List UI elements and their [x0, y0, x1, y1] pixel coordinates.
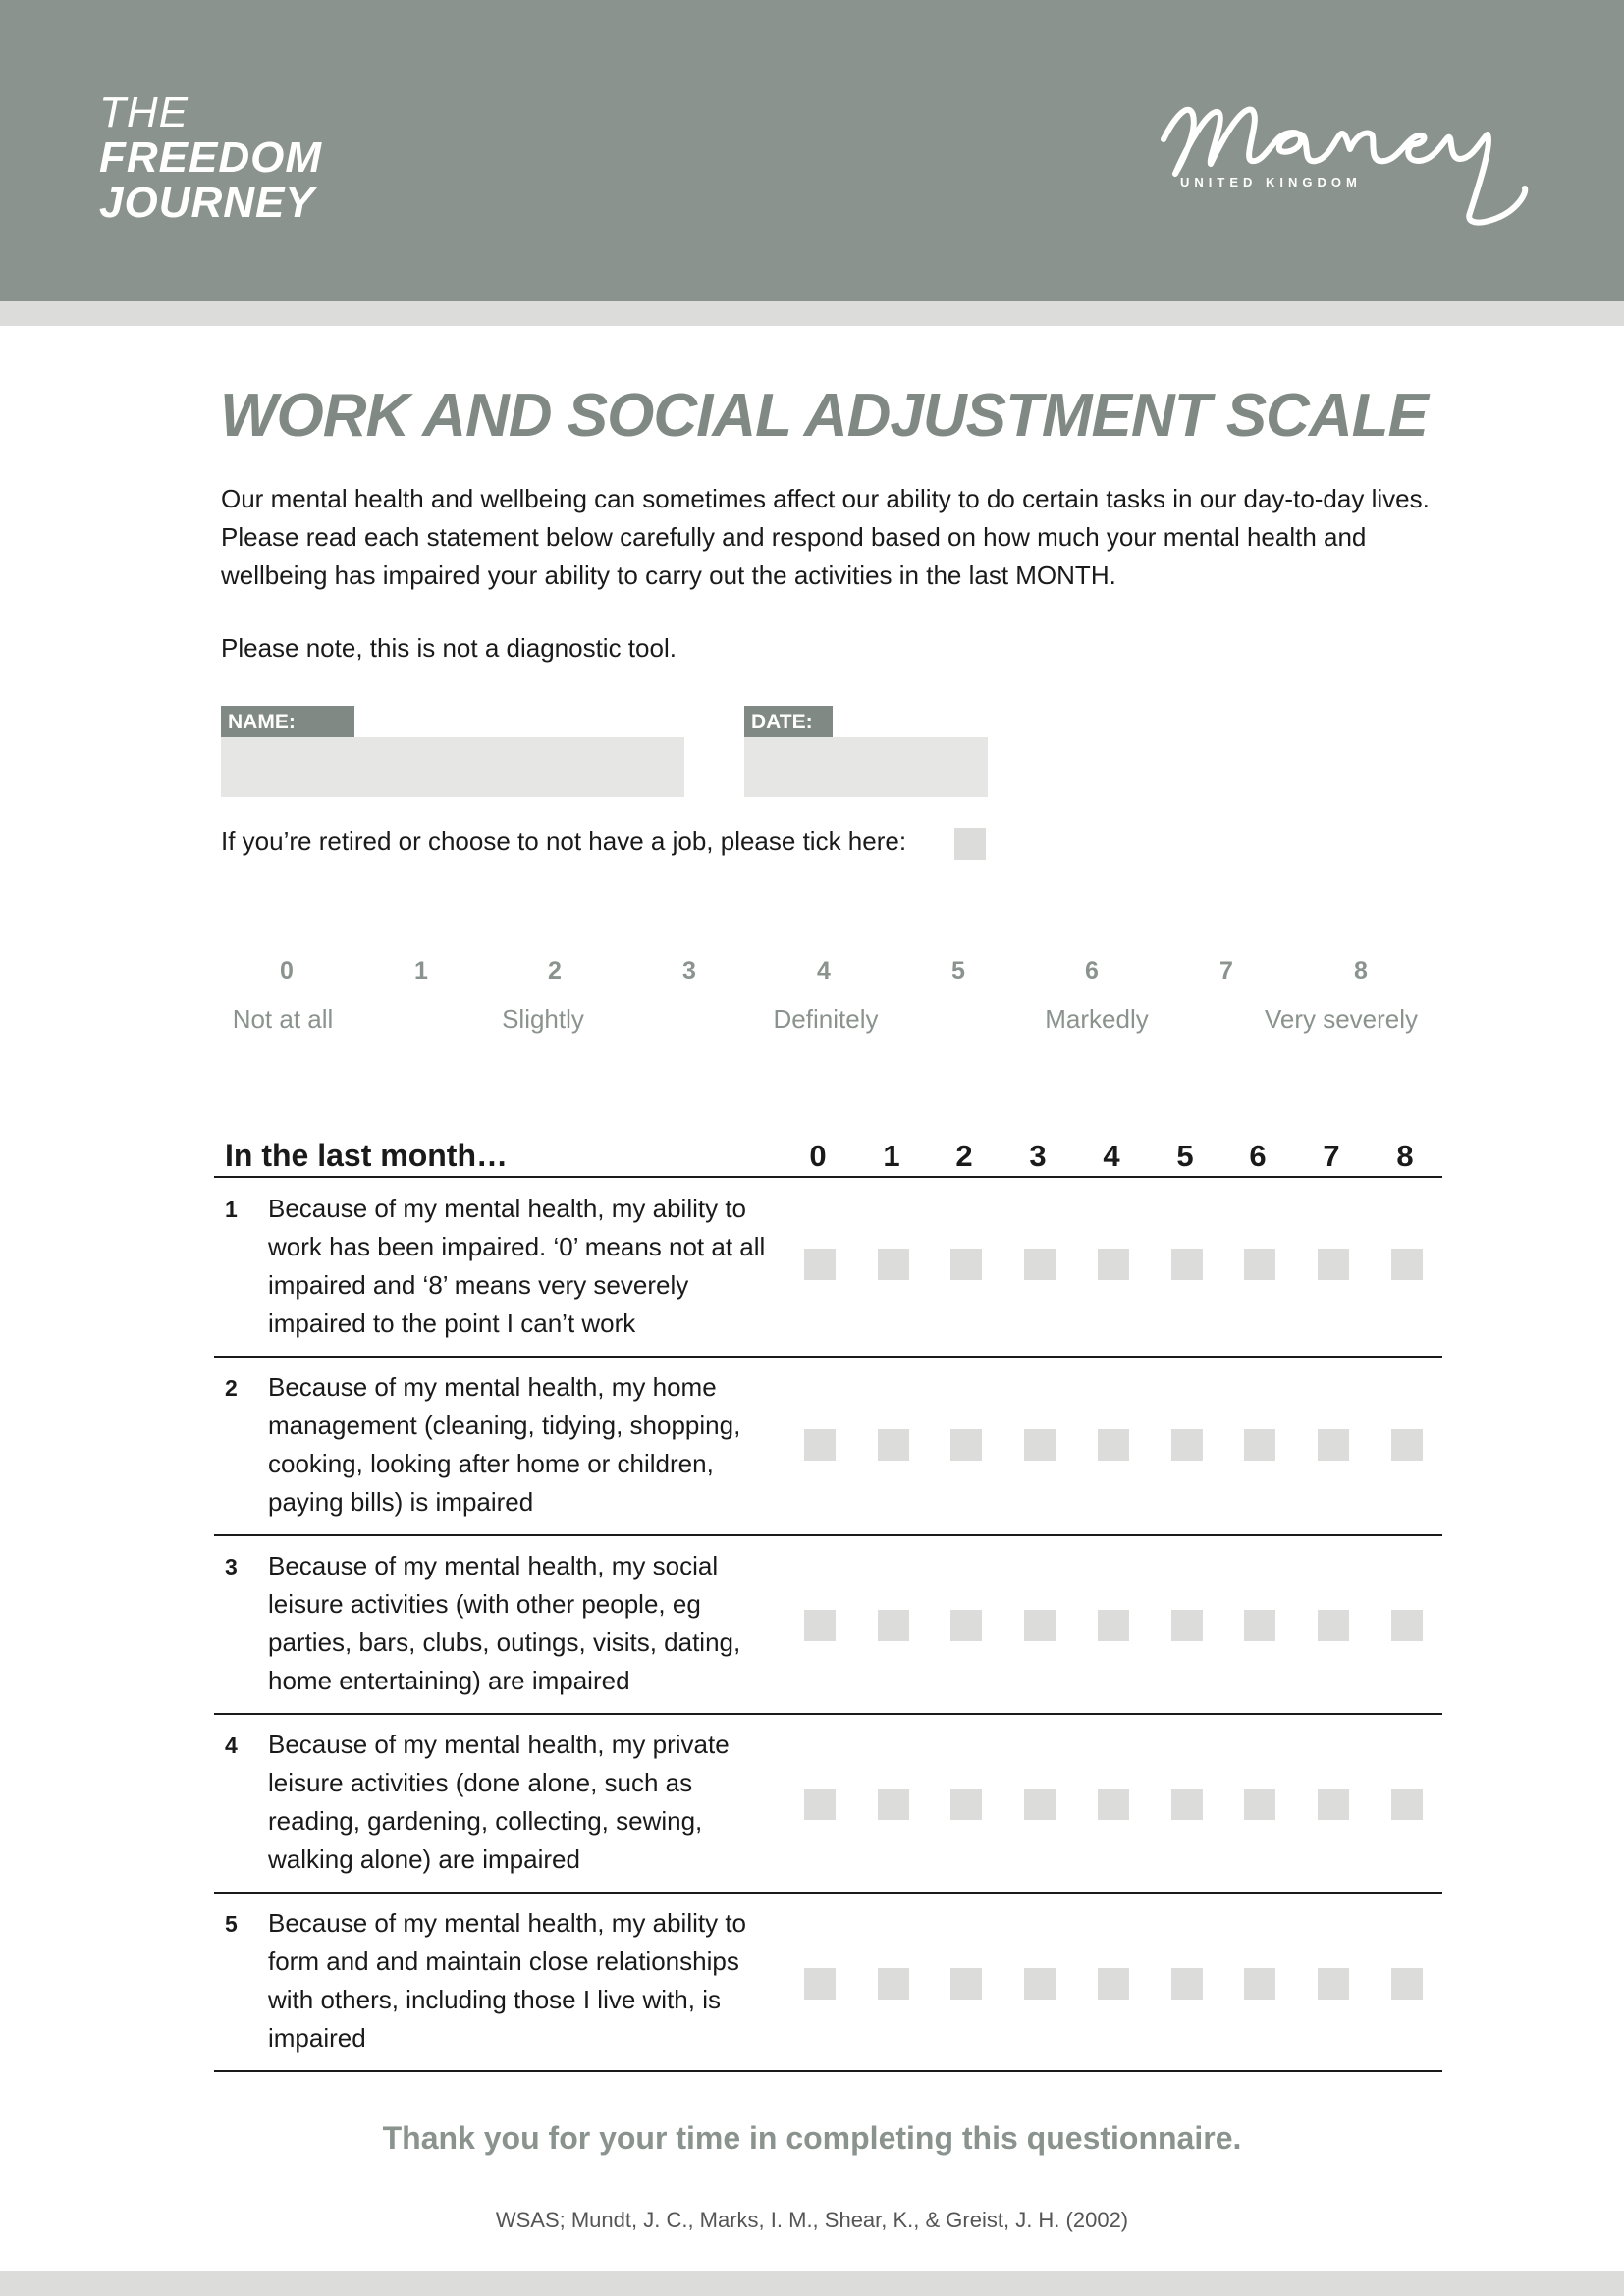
rating-checkbox[interactable] — [1098, 1249, 1129, 1280]
question-text: Because of my mental health, my private leisure activities (done alone, such as reading, gardening, collecting, sewing, walking alone) are impaired — [268, 1730, 730, 1874]
scale-number: 6 — [1085, 957, 1099, 985]
column-header: 6 — [1249, 1139, 1267, 1173]
scale-label: Definitely — [773, 1004, 879, 1034]
scale-number: 7 — [1219, 957, 1233, 985]
rating-checkbox[interactable] — [1318, 1610, 1349, 1641]
rating-checkbox[interactable] — [878, 1968, 909, 2000]
scale-label: Very severely — [1264, 1004, 1419, 1034]
logo-the: THE — [99, 88, 189, 136]
rating-checkbox[interactable] — [950, 1610, 982, 1641]
scale-number: 2 — [548, 957, 562, 985]
name-label: NAME: — [221, 706, 354, 737]
table-rule — [214, 1892, 1442, 1894]
rating-checkbox[interactable] — [1171, 1249, 1203, 1280]
rating-checkbox[interactable] — [1098, 1429, 1129, 1461]
rating-checkbox[interactable] — [1391, 1968, 1423, 2000]
rating-checkbox[interactable] — [1391, 1249, 1423, 1280]
rating-checkbox[interactable] — [1244, 1968, 1275, 2000]
rating-checkbox[interactable] — [804, 1968, 836, 2000]
rating-checkbox[interactable] — [950, 1249, 982, 1280]
diagnostic-note: Please note, this is not a diagnostic tool. — [221, 633, 677, 663]
question-number: 3 — [225, 1554, 238, 1579]
rating-checkbox[interactable] — [1244, 1249, 1275, 1280]
rating-checkbox[interactable] — [1391, 1429, 1423, 1461]
page-title: WORK AND SOCIAL ADJUSTMENT SCALE — [220, 382, 1428, 450]
citation: WSAS; Mundt, J. C., Marks, I. M., Shear, K., & Greist, J. H. (2002) — [495, 2208, 1129, 2232]
rating-checkbox[interactable] — [878, 1429, 909, 1461]
mercy-subtitle: UNITED KINGDOM — [1180, 175, 1362, 189]
rating-checkbox[interactable] — [1391, 1789, 1423, 1820]
retired-checkbox[interactable] — [954, 828, 986, 860]
rating-checkbox[interactable] — [1244, 1789, 1275, 1820]
scale-label: Not at all — [232, 1004, 334, 1034]
logo-freedom: FREEDOM — [99, 133, 322, 182]
rating-checkbox[interactable] — [1024, 1249, 1056, 1280]
rating-checkbox[interactable] — [1024, 1610, 1056, 1641]
question-text: Because of my mental health, my ability to work has been impaired. ‘0’ means not at all impaired and ‘8’ means very severely impaired to the point I can’t work — [268, 1194, 766, 1338]
question-text: Because of my mental health, my home management (cleaning, tidying, shopping, cooking, looking after home or children, paying bills) is impaired — [268, 1372, 741, 1517]
rating-checkbox[interactable] — [878, 1789, 909, 1820]
rating-checkbox[interactable] — [804, 1789, 836, 1820]
rating-checkbox[interactable] — [1171, 1789, 1203, 1820]
question-number: 4 — [225, 1733, 238, 1758]
column-header: 5 — [1176, 1139, 1194, 1173]
table-rule — [214, 1356, 1442, 1358]
column-header: 3 — [1029, 1139, 1047, 1173]
header-stripe — [0, 301, 1624, 326]
rating-checkbox[interactable] — [1024, 1968, 1056, 2000]
table-heading: In the last month… — [225, 1138, 508, 1173]
footer-stripe — [0, 2271, 1624, 2296]
scale-number: 0 — [280, 957, 294, 985]
rating-checkbox[interactable] — [878, 1610, 909, 1641]
rating-checkbox[interactable] — [950, 1968, 982, 2000]
question-number: 1 — [225, 1197, 238, 1222]
freedom-journey-logo — [99, 90, 322, 226]
rating-checkbox[interactable] — [1318, 1968, 1349, 2000]
rating-checkbox[interactable] — [1244, 1429, 1275, 1461]
rating-checkbox[interactable] — [1391, 1610, 1423, 1641]
question-number: 2 — [225, 1375, 238, 1401]
rating-checkbox[interactable] — [1171, 1968, 1203, 2000]
table-rule — [214, 1534, 1442, 1536]
question-number: 5 — [225, 1911, 238, 1937]
scale-number: 3 — [682, 957, 696, 985]
name-field[interactable] — [221, 737, 684, 797]
rating-checkbox[interactable] — [1318, 1789, 1349, 1820]
column-header: 1 — [883, 1139, 900, 1173]
mercy-logo — [1154, 90, 1537, 228]
rating-checkbox[interactable] — [1318, 1249, 1349, 1280]
column-header: 2 — [955, 1139, 973, 1173]
scale-number: 5 — [951, 957, 965, 985]
scale-number: 4 — [817, 957, 831, 985]
rating-checkbox[interactable] — [1098, 1968, 1129, 2000]
table-rule — [214, 2070, 1442, 2072]
rating-checkbox[interactable] — [950, 1789, 982, 1820]
logo-journey: JOURNEY — [99, 179, 315, 227]
question-text: Because of my mental health, my ability to form and and maintain close relationships with others, including those I live with, is impaired — [268, 1908, 747, 2053]
date-label: DATE: — [744, 706, 833, 737]
column-header: 7 — [1323, 1139, 1340, 1173]
rating-checkbox[interactable] — [804, 1610, 836, 1641]
column-header: 0 — [809, 1139, 827, 1173]
date-field[interactable] — [744, 737, 988, 797]
rating-checkbox[interactable] — [878, 1249, 909, 1280]
intro-text: Our mental health and wellbeing can sometimes affect our ability to do certain tasks in our day-to-day lives. Please read each statement below carefully and respond based on how much your mental health and wellbeing has impaired your ability to carry out the activities in the last MONTH. — [221, 484, 1430, 590]
rating-checkbox[interactable] — [1098, 1610, 1129, 1641]
rating-checkbox[interactable] — [1024, 1789, 1056, 1820]
retired-prompt: If you’re retired or choose to not have a job, please tick here: — [221, 827, 907, 856]
rating-checkbox[interactable] — [1171, 1610, 1203, 1641]
rating-checkbox[interactable] — [1318, 1429, 1349, 1461]
rating-checkbox[interactable] — [804, 1249, 836, 1280]
rating-checkbox[interactable] — [1098, 1789, 1129, 1820]
thank-you-message: Thank you for your time in completing this questionnaire. — [382, 2120, 1242, 2156]
column-header: 8 — [1396, 1139, 1414, 1173]
scale-number: 1 — [414, 957, 428, 985]
scale-label: Markedly — [1045, 1004, 1149, 1034]
scale-number: 8 — [1354, 957, 1368, 985]
rating-checkbox[interactable] — [950, 1429, 982, 1461]
rating-checkbox[interactable] — [1024, 1429, 1056, 1461]
column-header: 4 — [1103, 1139, 1120, 1173]
table-rule — [214, 1713, 1442, 1715]
rating-checkbox[interactable] — [1171, 1429, 1203, 1461]
rating-checkbox[interactable] — [1244, 1610, 1275, 1641]
rating-checkbox[interactable] — [804, 1429, 836, 1461]
table-rule — [214, 1176, 1442, 1178]
question-text: Because of my mental health, my social leisure activities (with other people, eg parties, bars, clubs, outings, visits, dating, home entertaining) are impaired — [268, 1551, 741, 1695]
scale-label: Slightly — [502, 1004, 584, 1034]
